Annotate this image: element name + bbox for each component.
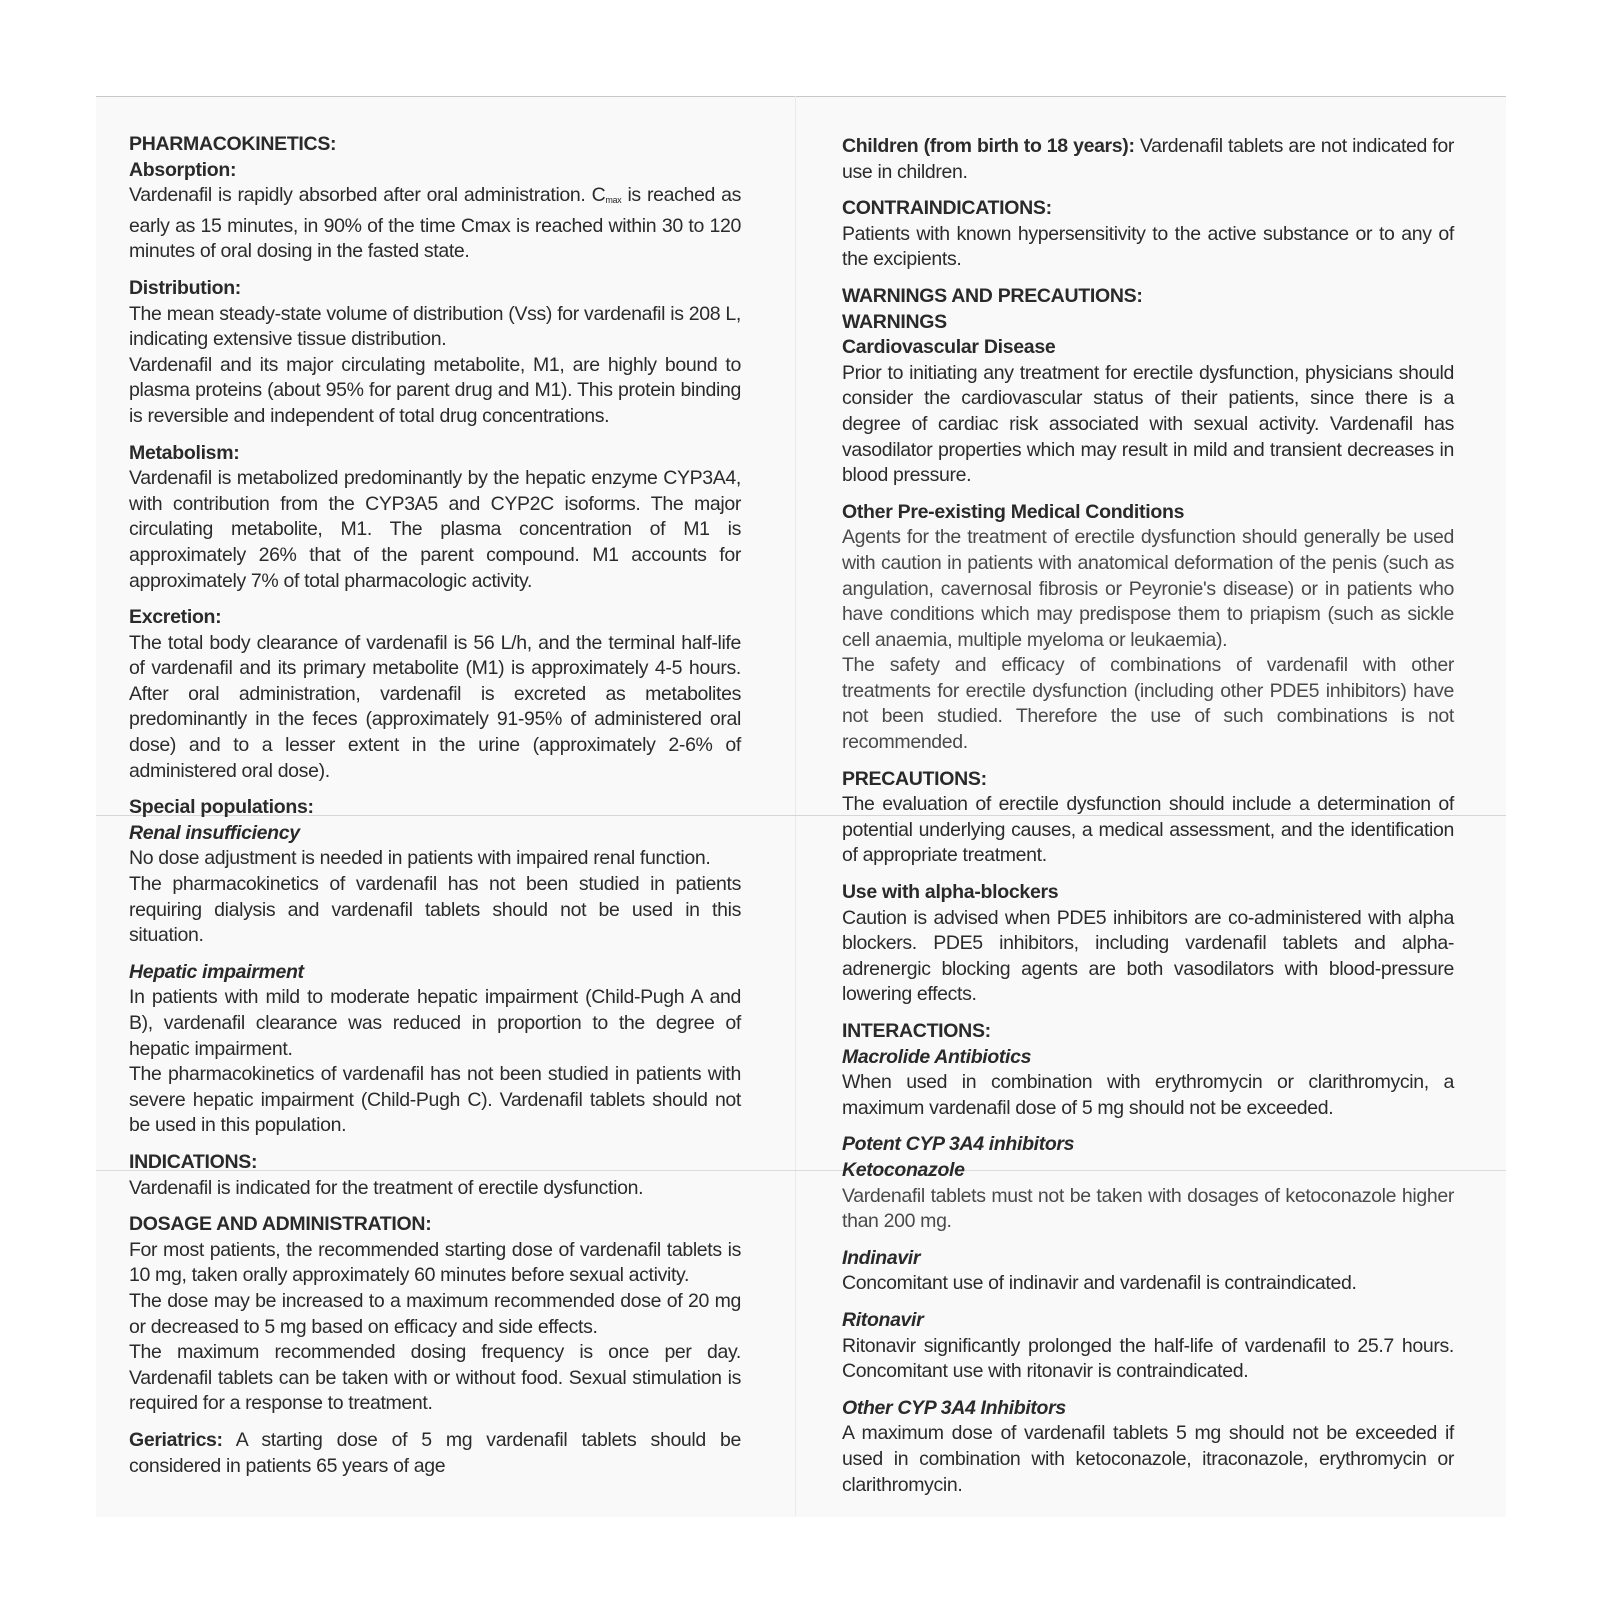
ritonavir-section [842, 1308, 1454, 1385]
special-populations-section [129, 795, 741, 949]
subsection-heading: Cardiovascular Disease [842, 336, 1056, 359]
paragraph: Agents for the treatment of erectile dysfunction should generally be used with caution in patients with anatomical deformation of the penis (such as angulation, cavernosal fibrosis or Peyronie's disease) or in patients who have conditions which may predispose them to priapism (such as sickle cell anaemia, multiple myeloma or leukaemia). [842, 526, 1454, 651]
text-run: A starting dose of 5 mg vardenafil tablets should be considered in patients 65 years of age [129, 1428, 741, 1477]
paragraph: Patients with known hypersensitivity to the active substance or to any of the excipients. [842, 222, 1454, 271]
paragraph: The pharmacokinetics of vardenafil has not been studied in patients with severe hepatic impairment (Child-Pugh C). Vardenafil tablets should not be used in this population. [129, 1063, 741, 1137]
paragraph: A maximum dose of vardenafil tablets 5 mg should not be exceeded if used in combination with ketoconazole, itraconazole, erythromycin or clarithromycin. [842, 1422, 1454, 1496]
section-heading: WARNINGS AND PRECAUTIONS: [842, 284, 1143, 307]
text-run: Vardenafil is rapidly absorbed after oral administration. C [129, 184, 606, 207]
paragraph: Prior to initiating any treatment for erectile dysfunction, physicians should consider the cardiovascular status of their patients, since there is a degree of cardiac risk associated with sexual activity. Vardenafil has vasodilator properties which may result in mild and transient decreases in blood pressure. [842, 361, 1454, 487]
subsection-heading: Distribution: [129, 276, 241, 299]
subsection-heading: Renal insufficiency [129, 821, 300, 844]
subsection-heading: Ritonavir [842, 1308, 924, 1331]
section-heading: DOSAGE AND ADMINISTRATION: [129, 1213, 432, 1236]
fold-line-vertical [795, 96, 796, 1516]
subsection-heading: Metabolism: [129, 441, 240, 464]
paragraph: In patients with mild to moderate hepatic impairment (Child-Pugh A and B), vardenafil clearance was reduced in proportion to the degree of hepatic impairment. [129, 986, 741, 1060]
section-heading: PRECAUTIONS: [842, 767, 987, 790]
dosage-section [129, 1212, 741, 1417]
indinavir-section [842, 1246, 1454, 1297]
subscript: max [605, 195, 622, 206]
subsection-heading: Ketoconazole [842, 1158, 965, 1181]
children-section [842, 134, 1454, 185]
subsection-heading: Other CYP 3A4 Inhibitors [842, 1396, 1066, 1419]
interactions-section [842, 1019, 1454, 1121]
excretion-section [129, 605, 741, 784]
other-inhibitors-section [842, 1396, 1454, 1498]
paragraph: Vardenafil and its major circulating metabolite, M1, are highly bound to plasma proteins (about 95% for parent drug and M1). This protein binding is reversible and independent of total drug concentrations. [129, 353, 741, 427]
paragraph: Vardenafil tablets must not be taken with dosages of ketoconazole higher than 200 mg. [842, 1184, 1454, 1233]
paragraph: Caution is advised when PDE5 inhibitors are co-administered with alpha blockers. PDE5 inhibitors, including vardenafil tablets and alpha-adrenergic blocking agents are both vasodilators with blood-pressure lowering effects. [842, 906, 1454, 1006]
warnings-section [842, 284, 1454, 489]
subsection-heading: Use with alpha-blockers [842, 881, 1059, 904]
indications-section [129, 1150, 741, 1201]
paragraph: The total body clearance of vardenafil is 56 L/h, and the terminal half-life of vardenafil and its primary metabolite (M1) is approximately 4-5 hours. After oral administration, vardenafil is excreted as metabolites predominantly in the feces (approximately 91-95% of administered oral dose) and to a lesser extent in the urine (approximately 2-6% of administered oral dose). [129, 631, 741, 782]
section-heading: INDICATIONS: [129, 1150, 258, 1173]
paragraph: Concomitant use of indinavir and vardenafil is contraindicated. [842, 1272, 1357, 1295]
section-heading: WARNINGS [842, 310, 947, 333]
paragraph [129, 183, 741, 265]
paragraph: The safety and efficacy of combinations of vardenafil with other treatments for erectile dysfunction (including other PDE5 inhibitors) have not been studied. Therefore the use of such combinations is not recommended. [842, 654, 1454, 754]
subsection-heading: Hepatic impairment [129, 960, 304, 983]
metabolism-section [129, 441, 741, 595]
other-conditions-section [842, 500, 1454, 756]
text-run: is reached as early as 15 minutes, in 90% of the time Cmax is reached within 30 to 120 minutes of oral dosing in the fasted state. [129, 184, 742, 263]
subsection-heading: Potent CYP 3A4 inhibitors [842, 1133, 1075, 1156]
text-run: Vardenafil tablets are not indicated for use in children. [842, 135, 1454, 183]
paragraph: The maximum recommended dosing frequency is once per day. Vardenafil tablets can be taken with or without food. Sexual stimulation is required for a response to treatment. [129, 1341, 741, 1415]
paragraph: The dose may be increased to a maximum recommended dose of 20 mg or decreased to 5 mg based on efficacy and side effects. [129, 1289, 741, 1338]
inline-heading: Geriatrics: [129, 1428, 223, 1451]
paragraph: For most patients, the recommended starting dose of vardenafil tablets is 10 mg, taken orally approximately 60 minutes before sexual activity. [129, 1238, 741, 1287]
paragraph: The evaluation of erectile dysfunction should include a determination of potential underlying causes, a medical assessment, and the identification of appropriate treatment. [842, 793, 1454, 867]
left-column [129, 132, 741, 1490]
subsection-heading: Other Pre-existing Medical Conditions [842, 500, 1185, 523]
paragraph: Vardenafil is indicated for the treatment of erectile dysfunction. [129, 1176, 644, 1199]
alpha-blockers-section [842, 880, 1454, 1008]
subsection-heading: Special populations: [129, 796, 314, 819]
potent-inhibitors-section [842, 1132, 1454, 1234]
subsection-heading: Macrolide Antibiotics [842, 1045, 1032, 1068]
paragraph [129, 1428, 741, 1479]
section-heading: INTERACTIONS: [842, 1020, 991, 1042]
paragraph [842, 134, 1454, 185]
right-column [842, 134, 1454, 1509]
distribution-section [129, 276, 741, 430]
paragraph: Ritonavir significantly prolonged the half-life of vardenafil to 25.7 hours. Concomitant use with ritonavir is contraindicated. [842, 1334, 1454, 1383]
section-heading: CONTRAINDICATIONS: [842, 197, 1052, 220]
pharmacokinetics-section [129, 132, 741, 265]
precautions-section [842, 767, 1454, 869]
paragraph: The mean steady-state volume of distribution (Vss) for vardenafil is 208 L, indicating extensive tissue distribution. [129, 302, 741, 351]
paragraph: No dose adjustment is needed in patients with impaired renal function. [129, 847, 711, 870]
paragraph: Vardenafil is metabolized predominantly by the hepatic enzyme CYP3A4, with contribution from the CYP3A5 and CYP2C isoforms. The major circulating metabolite, M1. The plasma concentration of M1 is approximately 26% that of the parent compound. M1 accounts for approximately 7% of total pharmacologic activity. [129, 467, 741, 592]
geriatrics-section [129, 1428, 741, 1479]
contraindications-section [842, 196, 1454, 273]
paragraph: When used in combination with erythromycin or clarithromycin, a maximum vardenafil dose of 5 mg should not be exceeded. [842, 1071, 1454, 1119]
subsection-heading: Indinavir [842, 1246, 921, 1269]
subsection-heading: Absorption: [129, 158, 237, 181]
section-heading: PHARMACOKINETICS: [129, 133, 337, 155]
inline-heading: Children (from birth to 18 years): [842, 135, 1135, 157]
hepatic-section [129, 960, 741, 1139]
subsection-heading: Excretion: [129, 606, 222, 629]
paragraph: The pharmacokinetics of vardenafil has not been studied in patients requiring dialysis and vardenafil tablets should not be used in this situation. [129, 873, 741, 947]
